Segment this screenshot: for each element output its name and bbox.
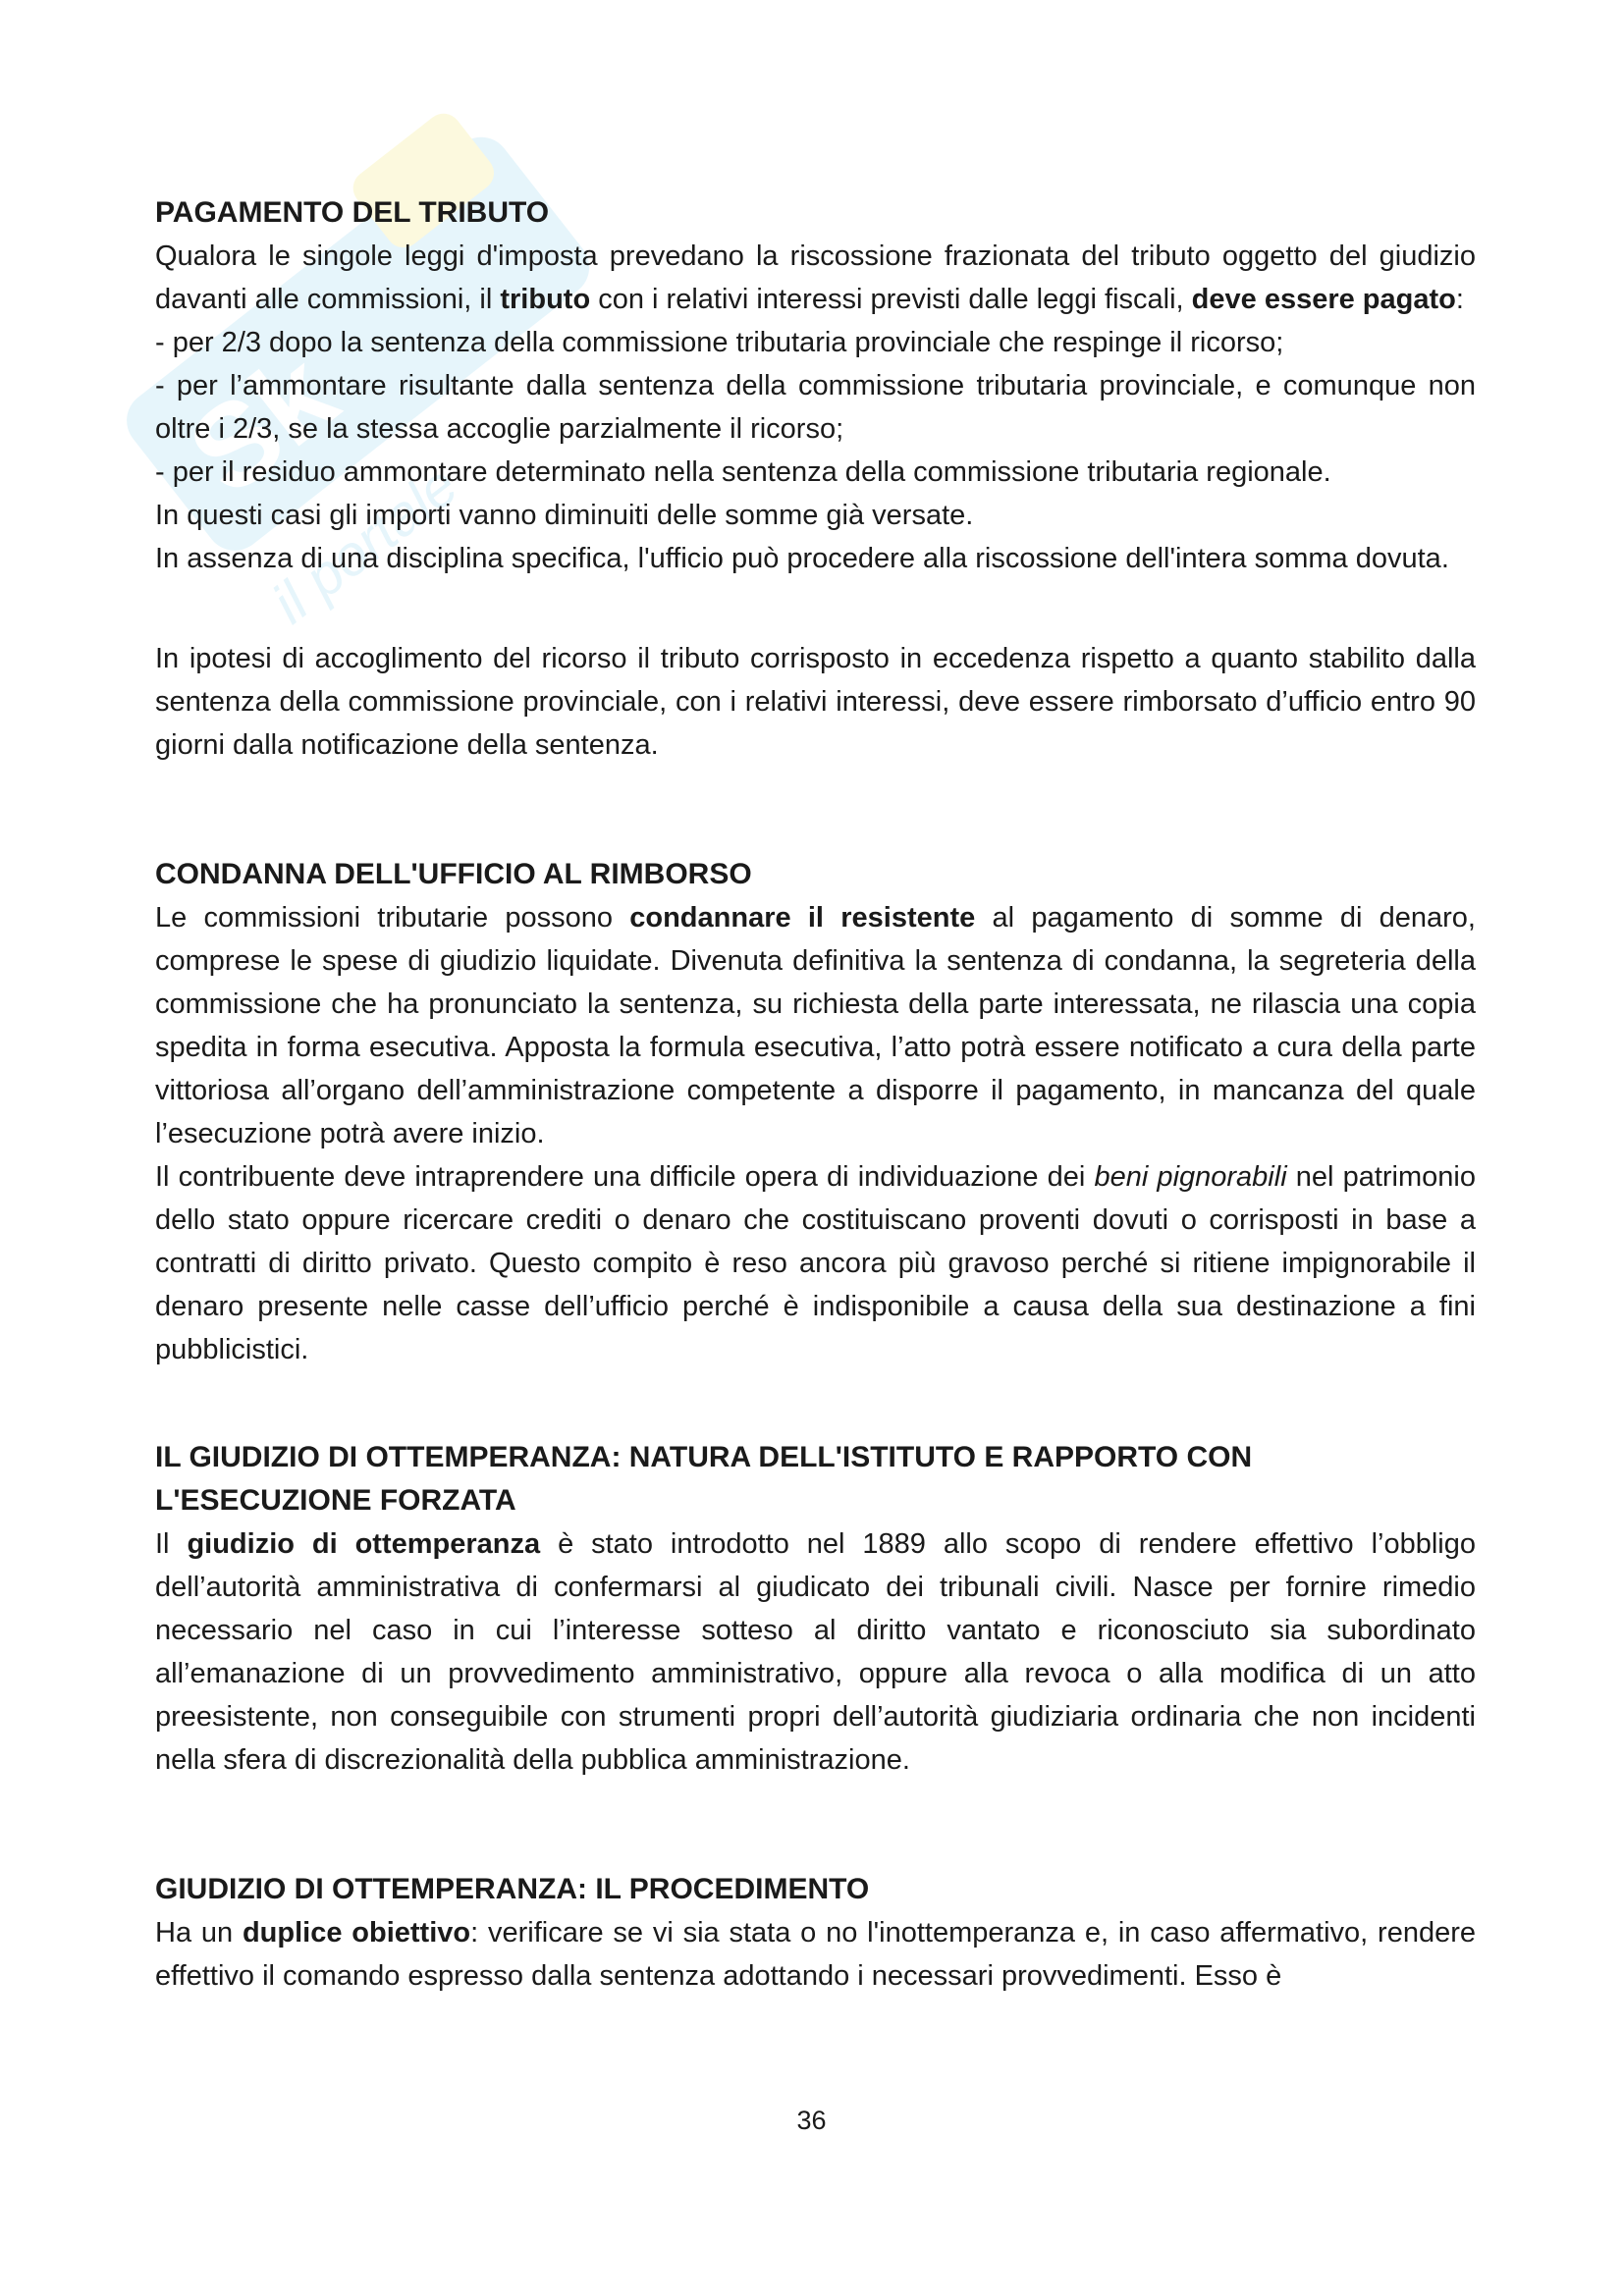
text-run: con i relativi interessi previsti dalle leggi fiscali, [590,284,1192,315]
paragraph [155,1911,1476,1998]
bold-text: duplice obiettivo [242,1917,471,1949]
bold-text: condannare il resistente [629,902,976,934]
list-item: - per 2/3 dopo la sentenza della commissione tributaria provinciale che respinge il ricorso; [155,327,1284,358]
paragraph [155,1522,1476,1782]
text-run: al pagamento di somme di denaro, comprese le spese di giudizio liquidate. Divenuta definitiva la sentenza di condanna, la segreteria della commissione che ha pronunciato la sentenza, su richiesta della parte interessata, ne rilascia una copia spedita in forma esecutiva. Apposta la formula esecutiva, l’atto potrà essere notificato a cura della parte vittoriosa all’organo dell’amministrazione competente a disporre il pagamento, in mancanza del quale l’esecuzione potrà avere inizio. [155,902,1476,1149]
page-number: 36 [796,2106,827,2135]
section-heading: PAGAMENTO DEL TRIBUTO [155,196,550,229]
paragraph [155,1155,1476,1371]
document-page [155,191,1476,1998]
svg-text:Sk: Sk [165,327,360,520]
bold-text: giudizio di ottemperanza [187,1528,541,1560]
italic-text: beni pignorabili [1094,1161,1287,1193]
text-run: Qualora le singole leggi d'imposta prevedano la riscossione frazionata del tributo oggetto del giudizio davanti alle commissioni, il [155,240,1476,315]
paragraph: In assenza di una disciplina specifica, l'ufficio può procedere alla riscossione dell'intera somma dovuta. [155,543,1449,574]
text-run: : verificare se vi sia stata o no l'inottemperanza e, in caso affermativo, rendere effettivo il comando espresso dalla sentenza adottando i necessari provvedimenti. Esso è [155,1917,1476,1992]
list-item: - per il residuo ammontare determinato nella sentenza della commissione tributaria regionale. [155,456,1331,488]
paragraph: In questi casi gli importi vanno diminuiti delle somme già versate. [155,500,974,531]
text-run: Ha un [155,1917,243,1949]
bold-text: tributo [500,284,591,315]
text-run: Il [155,1528,188,1560]
section-heading: IL GIUDIZIO DI OTTEMPERANZA: NATURA DELL'ISTITUTO E RAPPORTO CON L'ESECUZIONE FORZATA [155,1441,1253,1517]
text-run: nel patrimonio dello stato oppure ricercare crediti o denaro che costituiscano proventi dovuti o corrisposti in base a contratti di diritto privato. Questo compito è reso ancora più gravoso perché si ritiene impignorabile il denaro presente nelle casse dell’ufficio perché è indisponibile a causa della sua destinazione a fini pubblicistici. [155,1161,1476,1365]
text-run: è stato introdotto nel 1889 allo scopo di rendere effettivo l’obbligo dell’autorità amministrativa di confermarsi al giudicato dei tribunali civili. Nasce per fornire rimedio necessario nel caso in cui l’interesse sotteso al diritto vantato e riconosciuto sia subordinato all’emanazione di un provvedimento amministrativo, oppure alla revoca o alla modifica di un atto preesistente, non conseguibile con strumenti propri dell’autorità giudiziaria ordinaria che non incidenti nella sfera di discrezionalità della pubblica amministrazione. [155,1528,1476,1776]
section-heading: GIUDIZIO DI OTTEMPERANZA: IL PROCEDIMENTO [155,1873,870,1905]
text-run: Il contribuente deve intraprendere una difficile opera di individuazione dei [155,1161,1095,1193]
text-run: Le commissioni tributarie possono [155,902,630,934]
section-heading: CONDANNA DELL'UFFICIO AL RIMBORSO [155,858,752,890]
paragraph: In ipotesi di accoglimento del ricorso il tributo corrisposto in eccedenza rispetto a quanto stabilito dalla sentenza della commissione provinciale, con i relativi interessi, deve essere rimborsato d’ufficio entro 90 giorni dalla notificazione della sentenza. [155,643,1476,761]
paragraph [155,235,1476,321]
text-run: : [1455,284,1464,315]
bold-text: deve essere pagato [1191,284,1456,315]
paragraph [155,896,1476,1155]
list-item: - per l’ammontare risultante dalla sentenza della commissione tributaria provinciale, e comunque non oltre i 2/3, se la stessa accoglie parzialmente il ricorso; [155,370,1476,445]
svg-text:il portale: il portale [260,453,470,636]
